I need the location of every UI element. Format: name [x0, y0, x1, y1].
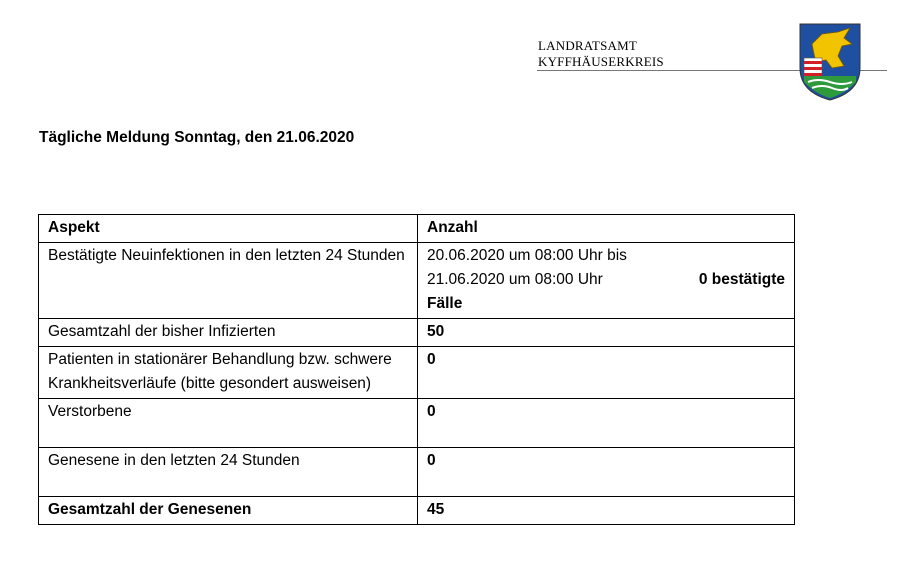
value-line-with-result: [427, 268, 785, 292]
row-aspect: Verstorbene: [39, 399, 418, 448]
page-title: Tägliche Meldung Sonntag, den 21.06.2020: [39, 129, 355, 146]
table-row: [39, 497, 795, 525]
value-line: 21.06.2020 um 08:00 Uhr: [427, 271, 603, 288]
table-row: [39, 399, 795, 448]
letterhead-line-1: LANDRATSAMT: [538, 38, 637, 53]
row-value: 45: [418, 497, 795, 525]
report-table: [38, 214, 795, 525]
value-result: 0 bestätigte: [698, 271, 785, 288]
value-line: Fälle: [427, 295, 463, 312]
table-row: [39, 243, 795, 319]
row-value: 0: [418, 399, 795, 448]
row-aspect: Bestätigte Neuinfektionen in den letzten 24 Stunden: [39, 243, 418, 319]
table-row: [39, 347, 795, 399]
row-aspect: Patienten in stationärer Behandlung bzw. schwere Krankheitsverläufe (bitte gesondert ausweisen): [39, 347, 418, 399]
value-line: 20.06.2020 um 08:00 Uhr bis: [427, 247, 627, 264]
row-value: 50: [418, 319, 795, 347]
row-aspect: Gesamtzahl der bisher Infizierten: [39, 319, 418, 347]
row-value: 0: [418, 448, 795, 497]
row-value: [418, 243, 795, 319]
letterhead-line-2: KYFFHÄUSERKREIS: [538, 54, 664, 69]
row-aspect: Genesene in den letzten 24 Stunden: [39, 448, 418, 497]
letterhead: [538, 38, 664, 70]
row-value: 0: [418, 347, 795, 399]
table-row: [39, 448, 795, 497]
row-aspect: Gesamtzahl der Genesenen: [39, 497, 418, 525]
table-header-row: [39, 215, 795, 243]
column-header-aspect: Aspekt: [39, 215, 418, 243]
coat-of-arms-icon: [798, 22, 862, 102]
table-row: [39, 319, 795, 347]
column-header-count: Anzahl: [418, 215, 795, 243]
